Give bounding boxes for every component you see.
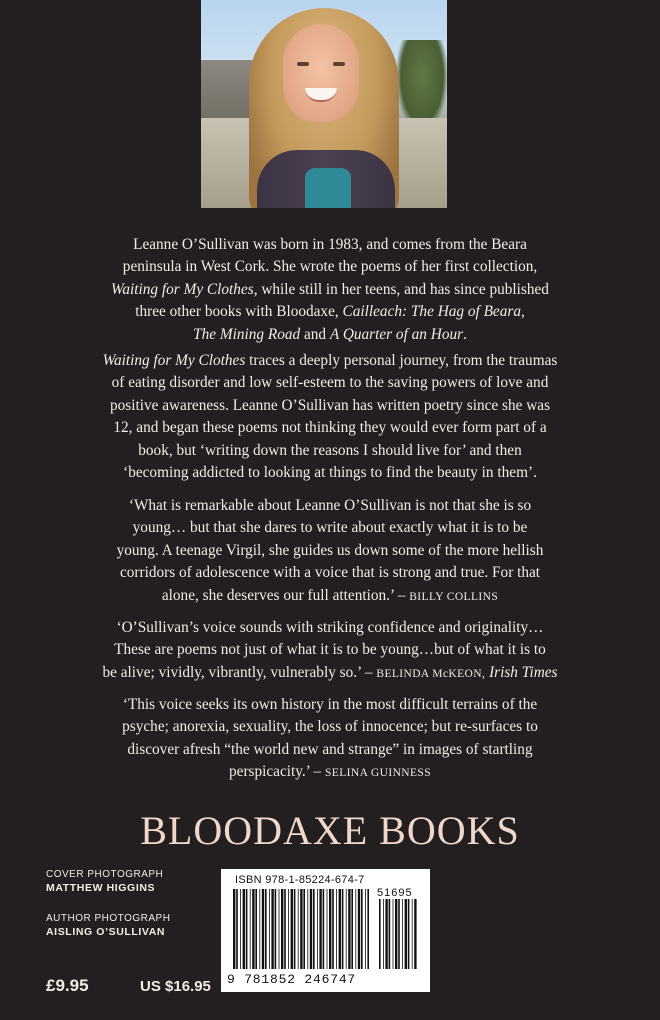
barcode-bar xyxy=(342,889,344,969)
quote-attribution: SELINA GUINNESS xyxy=(325,767,431,780)
barcode-bar xyxy=(339,889,341,969)
addon-barcode-bars xyxy=(379,899,417,969)
quote-line xyxy=(62,662,598,685)
price-us: US $16.95 xyxy=(140,978,211,995)
quote-last-line: be alive; vividly, vibrantly, vulnerably so.’ – xyxy=(102,663,373,681)
bio-line: peninsula in West Cork. She wrote the poems of her first collection, xyxy=(122,258,538,276)
ean-barcode-bars xyxy=(233,889,369,969)
barcode-bar xyxy=(262,889,264,969)
barcode-bar xyxy=(367,889,369,969)
isbn-barcode xyxy=(221,869,430,992)
bio-line: Leanne O’Sullivan was born in 1983, and comes from the Beara xyxy=(133,236,527,253)
quote-line: young… but that she dares to write about exactly what it is to be xyxy=(132,519,528,537)
photo-eye-right xyxy=(333,62,345,66)
barcode-bar xyxy=(358,889,360,969)
cover-photo-credit: MATTHEW HIGGINS xyxy=(46,882,156,894)
barcode-bar xyxy=(361,889,363,969)
barcode-bar xyxy=(269,889,270,969)
quote-attribution: BELINDA McKEON, xyxy=(376,667,486,680)
quote-line: These are poems not just of what it is to be young…but of what it is to xyxy=(114,641,546,659)
barcode-bar xyxy=(365,889,366,969)
publisher-logo: BLOODAXE BOOKS xyxy=(140,808,520,853)
description-line: Waiting for My Clothes traces a deeply personal journey, from the traumas xyxy=(102,352,558,369)
bio-line: Waiting for My Clothes, while still in her teens, and has since published xyxy=(111,280,549,298)
barcode-bar xyxy=(329,889,331,969)
barcode-bar xyxy=(259,889,260,969)
bio-title: Cailleach: The Hag of Beara, xyxy=(342,303,525,321)
barcode-bar xyxy=(265,889,267,969)
barcode-bar xyxy=(243,889,245,969)
barcode-bar xyxy=(275,889,277,969)
barcode-bar xyxy=(389,899,391,969)
quote-line xyxy=(62,585,598,608)
barcode-bar xyxy=(233,889,235,969)
barcode-bar xyxy=(319,889,321,969)
bio-title: Waiting for My Clothes xyxy=(111,280,254,298)
barcode-bar xyxy=(379,899,381,969)
book-description xyxy=(62,350,598,484)
quote-line: ‘O’Sullivan’s voice sounds with striking confidence and originality… xyxy=(116,619,544,636)
bio-line: The Mining Road and A Quarter of an Hour. xyxy=(193,325,467,343)
bio-title: A Quarter of an Hour xyxy=(329,325,464,343)
barcode-bar xyxy=(303,889,305,969)
isbn-label: ISBN 978-1-85224-674-7 xyxy=(235,874,365,886)
barcode-bar xyxy=(313,889,315,969)
cover-photo-caption: COVER PHOTOGRAPH xyxy=(46,869,164,880)
photo-background-trees xyxy=(397,40,447,130)
quote-line: corridors of adolescence with a voice that is strong and true. For that xyxy=(119,564,541,582)
author-photo xyxy=(201,0,447,208)
barcode-bar xyxy=(327,889,328,969)
barcode-bar xyxy=(385,899,387,969)
barcode-bar xyxy=(284,889,286,969)
photo-shirt xyxy=(305,168,351,208)
barcode-bar xyxy=(279,889,280,969)
barcode-bar xyxy=(246,889,248,969)
barcode-bar xyxy=(412,899,413,969)
barcode-bar xyxy=(240,889,241,969)
quote-line: ‘This voice seeks its own history in the most difficult terrains of the xyxy=(122,696,538,713)
barcode-bar xyxy=(271,889,273,969)
barcode-bar xyxy=(398,899,400,969)
barcode-bar xyxy=(252,889,254,969)
barcode-bar xyxy=(383,899,384,969)
quote-line: psyche; anorexia, sexuality, the loss of innocence; but re-surfaces to xyxy=(122,718,538,736)
barcode-bar xyxy=(298,889,299,969)
barcode-bar xyxy=(300,889,302,969)
author-photo-credit: AISLING O’SULLIVAN xyxy=(46,926,166,938)
bio-line: three other books with Bloodaxe, Cailleach: The Hag of Beara, xyxy=(135,303,525,321)
barcode-bar xyxy=(408,899,410,969)
barcode-bar xyxy=(307,889,308,969)
quote-line: ‘What is remarkable about Leanne O’Sullivan is not that she is so xyxy=(128,497,532,514)
photo-face xyxy=(283,24,359,122)
barcode-bar xyxy=(336,889,337,969)
bio-title: The Mining Road xyxy=(193,325,301,343)
review-quote-collins xyxy=(62,495,598,608)
price-uk: £9.95 xyxy=(46,976,89,995)
description-line: ‘becoming addicted to looking at things to find the beauty in them’. xyxy=(123,464,537,482)
ean-digits: 9 781852 246747 xyxy=(227,972,357,987)
barcode-bar xyxy=(402,899,403,969)
quote-attribution: BILLY COLLINS xyxy=(409,590,499,603)
author-photo-caption: AUTHOR PHOTOGRAPH xyxy=(46,913,171,924)
barcode-bar xyxy=(317,889,318,969)
barcode-bar xyxy=(250,889,251,969)
barcode-bar xyxy=(310,889,312,969)
barcode-bar xyxy=(395,899,397,969)
barcode-bar xyxy=(236,889,238,969)
review-quote-mckeon xyxy=(62,617,598,685)
photo-eye-left xyxy=(297,62,309,66)
description-line: book, but ‘writing down the reasons I should live for’ and then xyxy=(138,441,522,459)
quote-line xyxy=(62,761,598,784)
barcode-bar xyxy=(346,889,347,969)
description-title: Waiting for My Clothes xyxy=(102,352,246,369)
barcode-bar xyxy=(355,889,356,969)
photo-credits xyxy=(46,868,226,956)
barcode-bar xyxy=(288,889,289,969)
quote-line: young. A teenage Virgil, she guides us down some of the more hellish xyxy=(116,541,544,559)
quote-line: discover afresh “the world new and strange” in images of startling xyxy=(127,740,533,758)
quote-last-line: perspicacity.’ – xyxy=(229,763,322,781)
barcode-bar xyxy=(405,899,407,969)
addon-number: 51695 xyxy=(377,887,413,899)
barcode-bar xyxy=(393,899,394,969)
barcode-bar xyxy=(414,899,416,969)
barcode-bar xyxy=(294,889,296,969)
description-line: 12, and began these poems not thinking they would ever form part of a xyxy=(113,419,547,437)
barcode-bar xyxy=(348,889,350,969)
barcode-bar xyxy=(323,889,325,969)
author-bio xyxy=(62,234,598,346)
barcode-bar xyxy=(332,889,334,969)
barcode-bar xyxy=(351,889,353,969)
description-line: positive awareness. Leanne O’Sullivan has written poetry since she was xyxy=(109,396,551,414)
barcode-bar xyxy=(281,889,283,969)
quote-last-line: alone, she deserves our full attention.’ – xyxy=(161,586,406,604)
barcode-bar xyxy=(255,889,257,969)
barcode-bar xyxy=(291,889,293,969)
review-quote-guinness xyxy=(62,694,598,785)
quote-source: Irish Times xyxy=(489,663,558,681)
description-line: of eating disorder and low self-esteem to the saving powers of love and xyxy=(111,374,549,392)
